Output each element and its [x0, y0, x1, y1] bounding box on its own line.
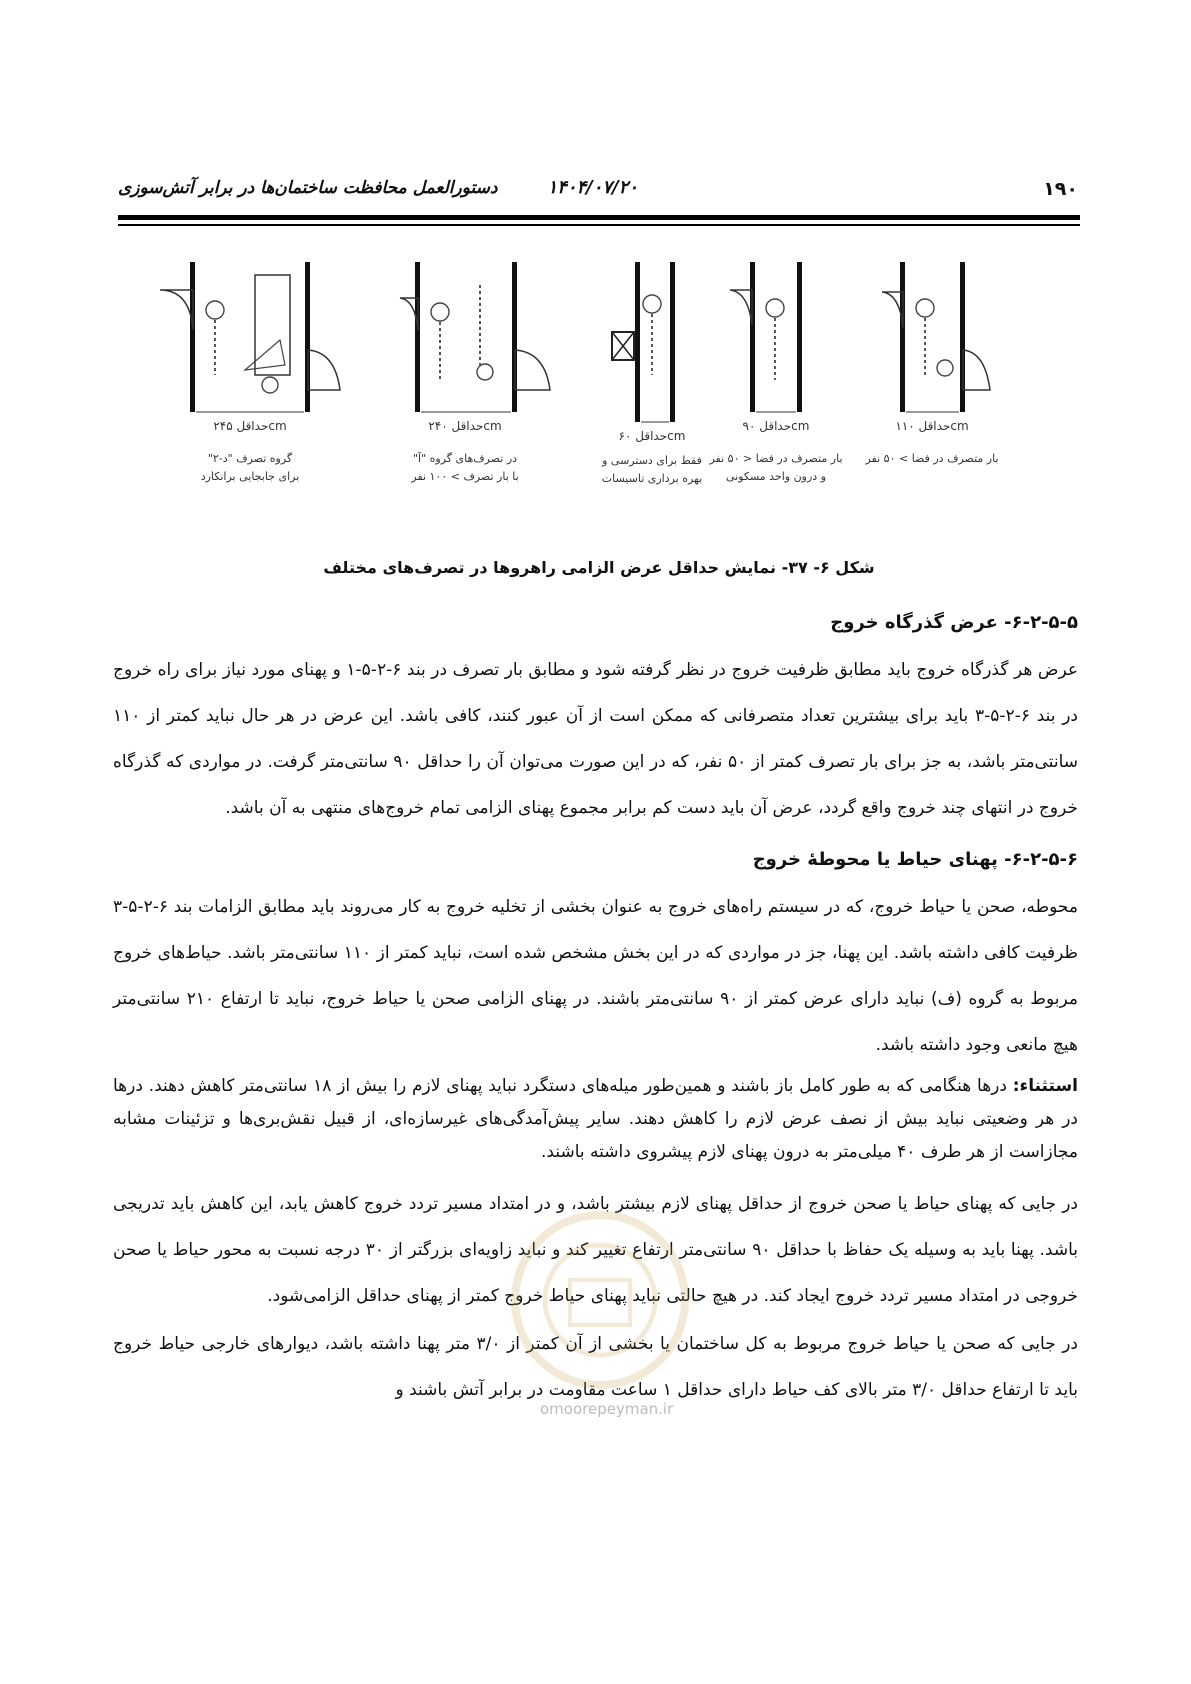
paragraph-court-width: محوطه، صحن یا حیاط خروج، که در سیستم راه‌های خروج به عنوان بخشی از تخلیه خروج به کار می‌روند باید مطابق الزامات بند ۶-۲-۵-۳ ظرفیت کافی داشته باشد. این پهنا، جز در مواردی که در این بخش مشخص شده است، نباید کمتر از ۱۱۰ سانتی‌متر باشد. حیاط‌های خروج مربوط به گروه (ف) نباید دارای عرض کمتر از ۹۰ سانتی‌متر باشند. در پهنای الزامی صحن یا حیاط خروج، نباید تا ارتفاع ۲۱۰ سانتی‌متر هیچ مانعی وجود داشته باشد.: [113, 897, 1078, 1055]
panel-3-label-2: بهره برداری تاسیسات: [601, 472, 703, 485]
main-content: [113, 612, 1078, 1415]
exception-label: استثناء:: [1012, 1076, 1078, 1096]
corridor-width-figure: [160, 240, 1080, 540]
panel-1-label-1: بار متصرف در فضا > ۵۰ نفر: [865, 452, 999, 465]
panel-4-label-1: در تصرف‌های گروه "آ": [412, 452, 518, 465]
panel-1-dimension: حداقل ۱۱۰cm: [895, 419, 969, 433]
header-title: دستورالعمل محافظت ساختمان‌ها در برابر آتش‌سوزی: [118, 178, 498, 198]
panel-under-50: [730, 262, 802, 412]
paragraph-passage-width: عرض هر گذرگاه خروج باید مطابق ظرفیت خروج در نظر گرفته شود و مطابق بار تصرف در بند ۶-۲-۵-۱ و پهنای مورد نیاز برای راه خروج در بند ۶-۲-۵-۳ باید برای بیشترین تعداد متصرفانی که ممکن است از آن عبور کنند، کافی باشد. این عرض در هر حال نباید کمتر از ۱۱۰ سانتی‌متر باشد، به جز برای بار تصرف کمتر از ۵۰ نفر، که در این صورت می‌توان آن را حداقل ۹۰ سانتی‌متر گرفت. در مواردی که گذرگاه خروج در انتهای چند خروج واقع گردد، عرض آن باید دست کم برابر مجموع پهنای الزامی تمام خروج‌های منتهی به آن باشد.: [113, 660, 1079, 818]
panel-4-label-2: با بار تصرف > ۱۰۰ نفر: [411, 470, 519, 483]
exception-text: درها هنگامی که به طور کامل باز باشند و همین‌طور میله‌های دستگرد نباید پهنای لازم را بیش از ۱۸ سانتی‌متر کاهش دهند. درها در هر وضعیتی نباید بیش از نصف عرض لازم را کاهش دهند. سایر پیش‌آمدگی‌های غیرسازه‌ای، از قبیل نقش‌بری‌ها و تزئینات مشابه مجازاست از هر طرف ۴۰ میلی‌متر به درون پهنای لازم پیشروی داشته باشند.: [113, 1076, 1078, 1162]
section-heading-court-width: ۶-۲-۵-۶- پهنای حیاط یا محوطهٔ خروج: [752, 849, 1078, 870]
panel-3-dimension: حداقل ۶۰cm: [618, 429, 686, 443]
panel-5-label-1: گروه تصرف "د-۲": [207, 452, 293, 465]
corridor-diagram: [160, 240, 1080, 540]
section-heading-passage-width: ۶-۲-۵-۵- عرض گذرگاه خروج: [830, 612, 1078, 633]
paragraph-width-reduction: در جایی که پهنای حیاط یا صحن خروج از حداقل پهنای لازم بیشتر باشد، و در امتداد مسیر تردد خروج کاهش یابد، این کاهش باید تدریجی باشد. پهنا باید به وسیله یک حفاظ با حداقل ۹۰ سانتی‌متر ارتفاع تغییر کند و نباید زاویه‌ای بزرگتر از ۳۰ درجه نسبت به محور حیاط یا صحن خروجی در امتداد مسیر تردد خروج ایجاد کند. در هیچ حالتی نباید پهنای حیاط خروج کمتر از پهنای حداقل الزامی‌شود.: [113, 1194, 1078, 1306]
panel-service-access: [612, 262, 675, 422]
paragraph-exterior-walls: در جایی که صحن یا حیاط خروج مربوط به کل ساختمان یا بخشی از آن کمتر از ۳/۰ متر پهنا داشته باشد، دیوارهای خارجی حیاط خروج باید تا ارتفاع حداقل ۳/۰ متر بالای کف حیاط دارای حداقل ۱ ساعت مقاومت در برابر آتش باشند و: [113, 1334, 1078, 1400]
page-header: [118, 150, 1078, 220]
figure-caption: شکل ۶- ۳۷- نمایش حداقل عرض الزامی راهروها در تصرف‌های مختلف: [323, 558, 875, 577]
header-rule-thin: [118, 224, 1080, 226]
watermark-site: omoorepeyman.ir: [540, 1400, 674, 1418]
page-number: ۱۹۰: [1043, 178, 1078, 200]
panel-5-label-2: برای جابجایی برانکارد: [200, 470, 300, 483]
panel-2-label-1: بار متصرف در فضا < ۵۰ نفر: [709, 452, 843, 465]
header-date: ۱۴۰۴/۰۷/۲۰: [547, 177, 638, 198]
panel-group-a: [400, 262, 550, 412]
panel-2-dimension: حداقل ۹۰cm: [742, 419, 810, 433]
header-rule-thick: [118, 215, 1080, 220]
panel-stretcher: [160, 262, 340, 412]
panel-3-label-1: فقط برای دسترسی و: [602, 454, 702, 467]
exception-paragraph: [113, 1070, 1078, 1169]
panel-5-dimension: حداقل ۲۴۵cm: [213, 419, 287, 433]
panel-2-label-2: و درون واحد مسکونی: [725, 470, 827, 483]
panel-4-dimension: حداقل ۲۴۰cm: [428, 419, 502, 433]
panel-over-50: [882, 262, 990, 412]
